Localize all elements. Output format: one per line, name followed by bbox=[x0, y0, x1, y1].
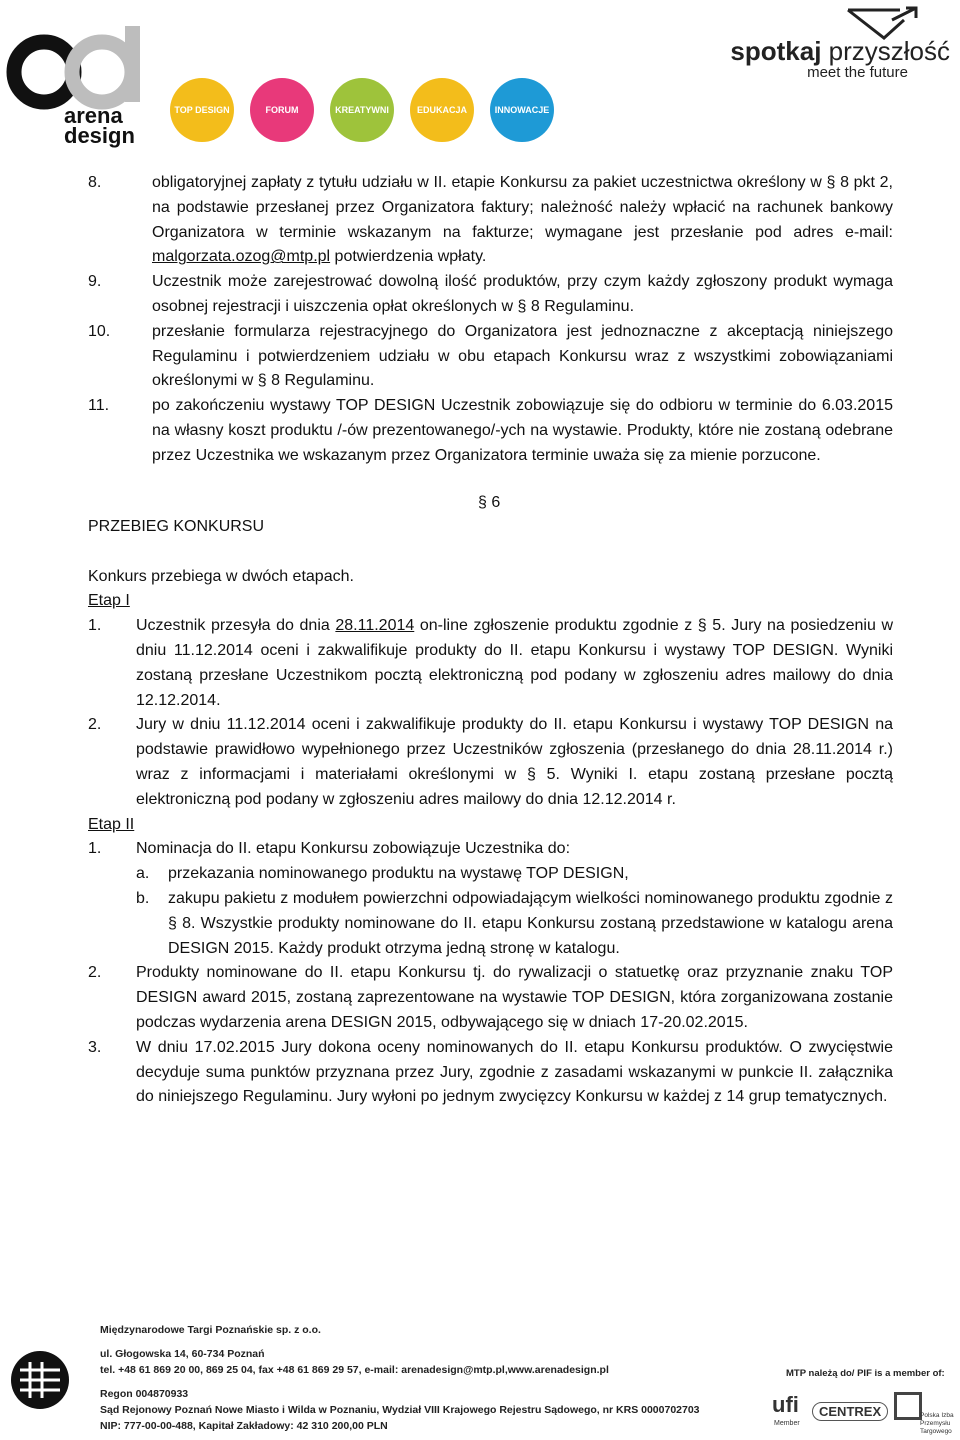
item-number: 1. bbox=[88, 617, 102, 635]
circle-kreatywni: KREATYWNI bbox=[330, 78, 394, 142]
circle-edukacja: EDUKACJA bbox=[410, 78, 474, 142]
pip-logo-icon bbox=[894, 1392, 922, 1420]
item-content bbox=[136, 837, 893, 961]
item-text: Uczestnik może zarejestrować dowolną ilość produktów, przy czym każdy zgłoszony produkt wymaga osobnej rejestracji i uiszczenia opłat określonych w § 8 Regulaminu. bbox=[152, 273, 893, 315]
pip-line: Polska Izba bbox=[920, 1412, 954, 1419]
footer-nip: NIP: 777-00-00-488, Kapitał Zakładowy: 42 310 200,00 PLN bbox=[100, 1420, 388, 1432]
slogan-bold: spotkaj bbox=[730, 36, 822, 66]
list-item bbox=[88, 713, 893, 812]
sub-item bbox=[136, 862, 893, 887]
item-text bbox=[152, 171, 893, 270]
arena-design-logo-text bbox=[64, 103, 135, 148]
pip-logo-text bbox=[920, 1412, 954, 1436]
section-header bbox=[88, 491, 893, 543]
item-text-part: potwierdzenia wpłaty. bbox=[330, 248, 487, 266]
etap2-title: Etap II bbox=[88, 815, 135, 833]
item-text-part: obligatoryjnej zapłaty z tytułu udziału w II. etapie Konkursu za pakiet uczestnictwa określony w § 8 pkt 2, na podstawie przesłanej przez Organizatora faktury; należność należy wpłacić na rachunek bankowy Organizatora w terminie wskazanym na fakturze; wymagane jest przesłanie pod adres e-mail: bbox=[152, 174, 893, 241]
logo-text-design: design bbox=[64, 123, 135, 148]
slogan-sub: meet the future bbox=[807, 64, 908, 81]
item-text: Produkty nominowane do II. etapu Konkursu tj. do rywalizacji o statuetkę oraz przyznanie znaku TOP DESIGN award 2015, zostaną zaprezentowane na wystawie TOP DESIGN, która zorganizowana zostanie podczas wydarzenia arena DESIGN 2015, odbywającego się w dniach 17-20.02.2015. bbox=[136, 964, 893, 1031]
slogan bbox=[730, 36, 950, 67]
item-text: Nominacja do II. etapu Konkursu zobowiązuje Uczestnika do: bbox=[136, 840, 571, 858]
circle-innowacje: INNOWACJE bbox=[490, 78, 554, 142]
item-number: 9. bbox=[88, 273, 102, 291]
ufi-logo: ufi bbox=[772, 1392, 799, 1417]
list-item bbox=[88, 320, 893, 394]
list-item bbox=[88, 394, 893, 468]
section-title: PRZEBIEG KONKURSU bbox=[88, 517, 265, 535]
arena-design-logo bbox=[6, 22, 141, 112]
document-body bbox=[88, 171, 893, 1110]
footer-company-name: Międzynarodowe Targi Poznańskie sp. z o.o. bbox=[100, 1324, 321, 1336]
header bbox=[0, 0, 960, 160]
circle-forum: FORUM bbox=[250, 78, 314, 142]
deadline-date: 28.11.2014 bbox=[335, 617, 415, 635]
intro-text: Konkurs przebiega w dwóch etapach. bbox=[88, 567, 354, 585]
list-item bbox=[88, 171, 893, 270]
ufi-member-label: Member bbox=[774, 1420, 800, 1427]
item-text: Jury w dniu 11.12.2014 oceni i zakwalifikuje produkty do II. etapu Konkursu i wystawy TOP DESIGN na podstawie prawidłowo wypełnionego przez Uczestników zgłoszenia (przesłanego do dnia 28.11.2014 r.) wraz z informacjami i materiałami określonymi w § 5. Wyniki I. etapu zostaną przesłane pocztą elektroniczną pod podany w zgłoszeniu adres mailowy do dnia 12.12.2014 r. bbox=[136, 716, 893, 808]
email-link[interactable]: malgorzata.ozog@mtp.pl bbox=[152, 248, 331, 266]
centrex-logo: CENTREX bbox=[812, 1402, 888, 1421]
section-paragraph-number: § 6 bbox=[478, 493, 501, 511]
list-item bbox=[88, 270, 893, 320]
sub-item-letter: a. bbox=[136, 865, 150, 883]
item-text-part: Uczestnik przesyła do dnia bbox=[136, 617, 336, 635]
spotkaj-logo bbox=[730, 6, 954, 86]
footer-company-info bbox=[100, 1322, 700, 1434]
logo-text-arena: arena bbox=[64, 103, 123, 128]
item-number: 8. bbox=[88, 174, 102, 191]
list-item bbox=[88, 961, 893, 1035]
list-item bbox=[88, 1036, 893, 1110]
item-text: W dniu 17.02.2015 Jury dokona oceny nominowanych do II. etapu Konkursu produktów. O zwycięstwie decyduje suma punktów przyznana przez Jury, zgodnie z zasadami wskazanymi w punkcie II. załącznika do niniejszego Regulaminu. Jury wyłoni po jednym zwycięzcy Konkursu w każdej z 14 grup tematycznych. bbox=[136, 1038, 893, 1106]
footer-court: Sąd Rejonowy Poznań Nowe Miasto i Wilda w Poznaniu, Wydział VIII Krajowego Rejestru Sądowego, nr KRS 0000702703 bbox=[100, 1404, 700, 1416]
item-text-part: on-line zgłoszenie produktu zgodnie z § 5. Jury na posiedzeniu w dniu 11.12.2014 oceni i zakwalifikuje produkty do II. etapu Konkursu i wystawy TOP DESIGN. Wyniki zostaną przesłane Uczestnikom pocztą elektroniczną pod podany w zgłoszeniu adres mailowy do dnia 12.12.2014. bbox=[136, 617, 894, 709]
pip-line: Przemysłu bbox=[920, 1420, 951, 1427]
item-number: 1. bbox=[88, 840, 102, 858]
circle-top-design: TOP DESIGN bbox=[170, 78, 234, 142]
item-text bbox=[136, 614, 893, 713]
mtp-logo bbox=[8, 1348, 72, 1412]
member-note: MTP należą do/ PIF is a member of: bbox=[786, 1368, 945, 1379]
sub-item bbox=[136, 887, 893, 961]
item-number: 10. bbox=[88, 322, 111, 340]
list-item bbox=[88, 614, 893, 713]
footer-address: ul. Głogowska 14, 60-734 Poznań bbox=[100, 1348, 265, 1360]
footer-regon: Regon 004870933 bbox=[100, 1388, 189, 1400]
item-number: 11. bbox=[88, 397, 110, 415]
footer-contact: tel. +48 61 869 20 00, 869 25 04, fax +48 61 869 29 57, e-mail: arenadesign@mtp.pl,www.arenadesign.pl bbox=[100, 1364, 609, 1376]
slogan-rest: przyszłość bbox=[821, 36, 950, 66]
sub-item-letter: b. bbox=[136, 889, 150, 907]
footer bbox=[0, 1316, 960, 1440]
list-item bbox=[88, 837, 893, 961]
item-number: 3. bbox=[88, 1038, 102, 1056]
sub-item-text: przekazania nominowanego produktu na wystawę TOP DESIGN, bbox=[168, 865, 629, 883]
pip-line: Targowego bbox=[920, 1428, 952, 1435]
sub-item-text: zakupu pakietu z modułem powierzchni odpowiadającym wielkości nominowanego produktu zgodnie z § 8. Wszystkie produkty nominowane do II. etapu Konkursu zostaną przedstawione w katalogu arena DESIGN 2015. Każdy produkt otrzyma jedną stronę w katalogu. bbox=[168, 889, 893, 957]
item-number: 2. bbox=[88, 964, 102, 982]
item-text: po zakończeniu wystawy TOP DESIGN Uczestnik zobowiązuje się do odbioru w terminie do 6.03.2015 na własny koszt produktu /-ów prezentowanego/-ych na wystawie. Produkty, które nie zostaną odebrane przez Uczestnika we wskazanym przez Organizatora terminie uważa się za mienie porzucone. bbox=[152, 397, 893, 464]
item-number: 2. bbox=[88, 716, 102, 734]
item-text: przesłanie formularza rejestracyjnego do Organizatora jest jednoznaczne z akceptacją niniejszego Regulaminu i potwierdzeniem udziału w obu etapach Konkursu wraz z wszystkimi zobowiązaniami określonymi w § 8 Regulaminu. bbox=[152, 322, 893, 390]
etap1-title: Etap I bbox=[88, 592, 130, 610]
